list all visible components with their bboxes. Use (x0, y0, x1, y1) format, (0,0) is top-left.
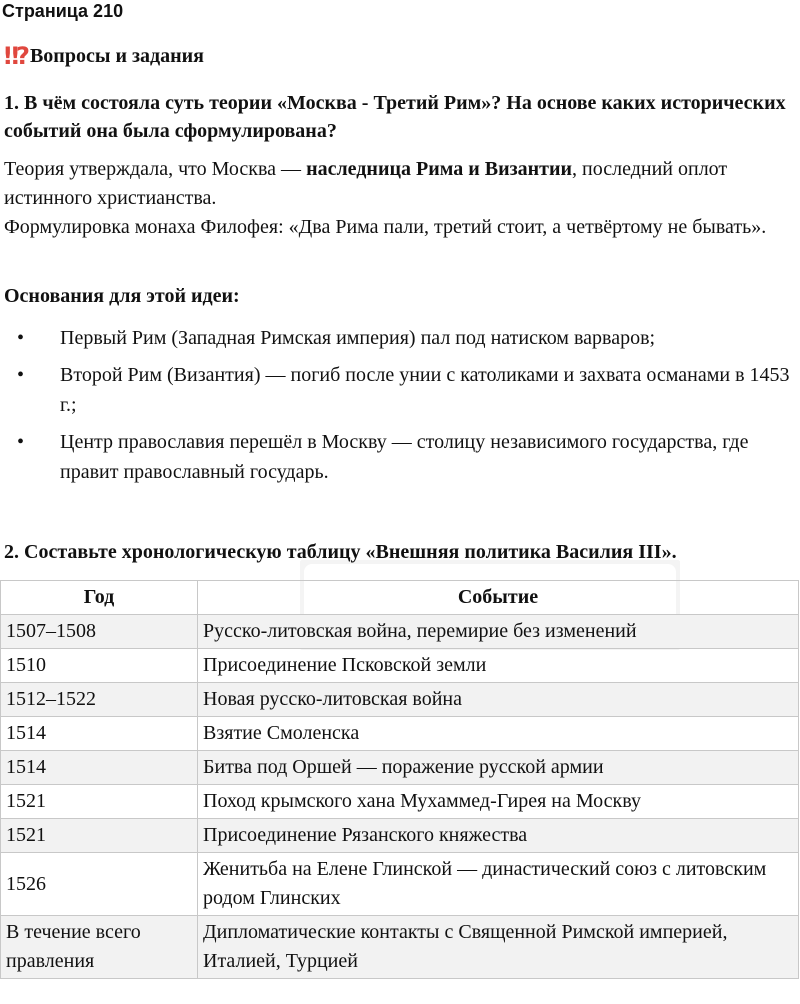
year-cell: 1512–1522 (1, 683, 198, 717)
list-item: • Первый Рим (Западная Римская империя) пал под натиском варваров; (0, 323, 790, 353)
answer-1-paragraph-2: Формулировка монаха Филофея: «Два Рима пали, третий стоит, а четвёртому не бывать». (4, 216, 767, 238)
table-row (1, 785, 799, 819)
year-cell: 1526 (1, 853, 198, 916)
section-title-text: Вопросы и задания (29, 44, 204, 67)
chronology-table (0, 580, 799, 979)
table-row (1, 916, 799, 979)
year-cell: 1514 (1, 751, 198, 785)
event-cell: Женитьба на Елене Глинской — династический союз с литовским родом Глинских (198, 853, 799, 916)
question-1: 1. В чём состояла суть теории «Москва - Третий Рим»? На основе каких исторических событий она была сформулирована? (4, 92, 786, 142)
answer-1 (4, 155, 796, 242)
table-row (1, 717, 799, 751)
bullet-icon: • (17, 431, 25, 453)
column-header-event: Событие (198, 581, 799, 615)
table-header-row (1, 581, 799, 615)
answer-1-emphasis: наследница Рима и Византии (306, 158, 573, 180)
year-cell: 1521 (1, 785, 198, 819)
event-cell: Новая русско-литовская война (198, 683, 799, 717)
event-cell: Русско-литовская война, перемирие без изменений (198, 615, 799, 649)
basis-title: Основания для этой идеи: (4, 285, 240, 307)
table-row (1, 751, 799, 785)
year-cell: В течение всего правления (1, 916, 198, 979)
bullet-icon: • (17, 364, 25, 386)
year-cell: 1514 (1, 717, 198, 751)
bullet-icon: • (17, 327, 25, 349)
event-cell: Присоединение Псковской земли (198, 649, 799, 683)
page-header: Страница 210 (2, 1, 124, 21)
exclamation-question-icon: ‼? (4, 42, 27, 70)
year-cell: 1510 (1, 649, 198, 683)
table-row (1, 649, 799, 683)
event-cell: Поход крымского хана Мухаммед-Гирея на Москву (198, 785, 799, 819)
list-item: • Центр православия перешёл в Москву — столицу независимого государства, где правит православный государь. (0, 427, 790, 487)
table-row (1, 683, 799, 717)
section-title (4, 42, 204, 70)
year-cell: 1507–1508 (1, 615, 198, 649)
column-header-year: Год (1, 581, 198, 615)
table-row (1, 819, 799, 853)
basis-list (0, 323, 790, 494)
list-item: • Второй Рим (Византия) — погиб после унии с католиками и захвата османами в 1453 г.; (0, 360, 790, 420)
table-row (1, 615, 799, 649)
year-cell: 1521 (1, 819, 198, 853)
event-cell: Взятие Смоленска (198, 717, 799, 751)
event-cell: Битва под Оршей — поражение русской армии (198, 751, 799, 785)
answer-1-paragraph-1: Теория утверждала, что Москва — наследница Рима и Византии, последний оплот истинного христианства. (4, 158, 728, 209)
event-cell: Присоединение Рязанского княжества (198, 819, 799, 853)
event-cell: Дипломатические контакты с Священной Римской империей, Италией, Турцией (198, 916, 799, 979)
table-row (1, 853, 799, 916)
question-2: 2. Составьте хронологическую таблицу «Внешняя политика Василия III». (4, 541, 677, 563)
